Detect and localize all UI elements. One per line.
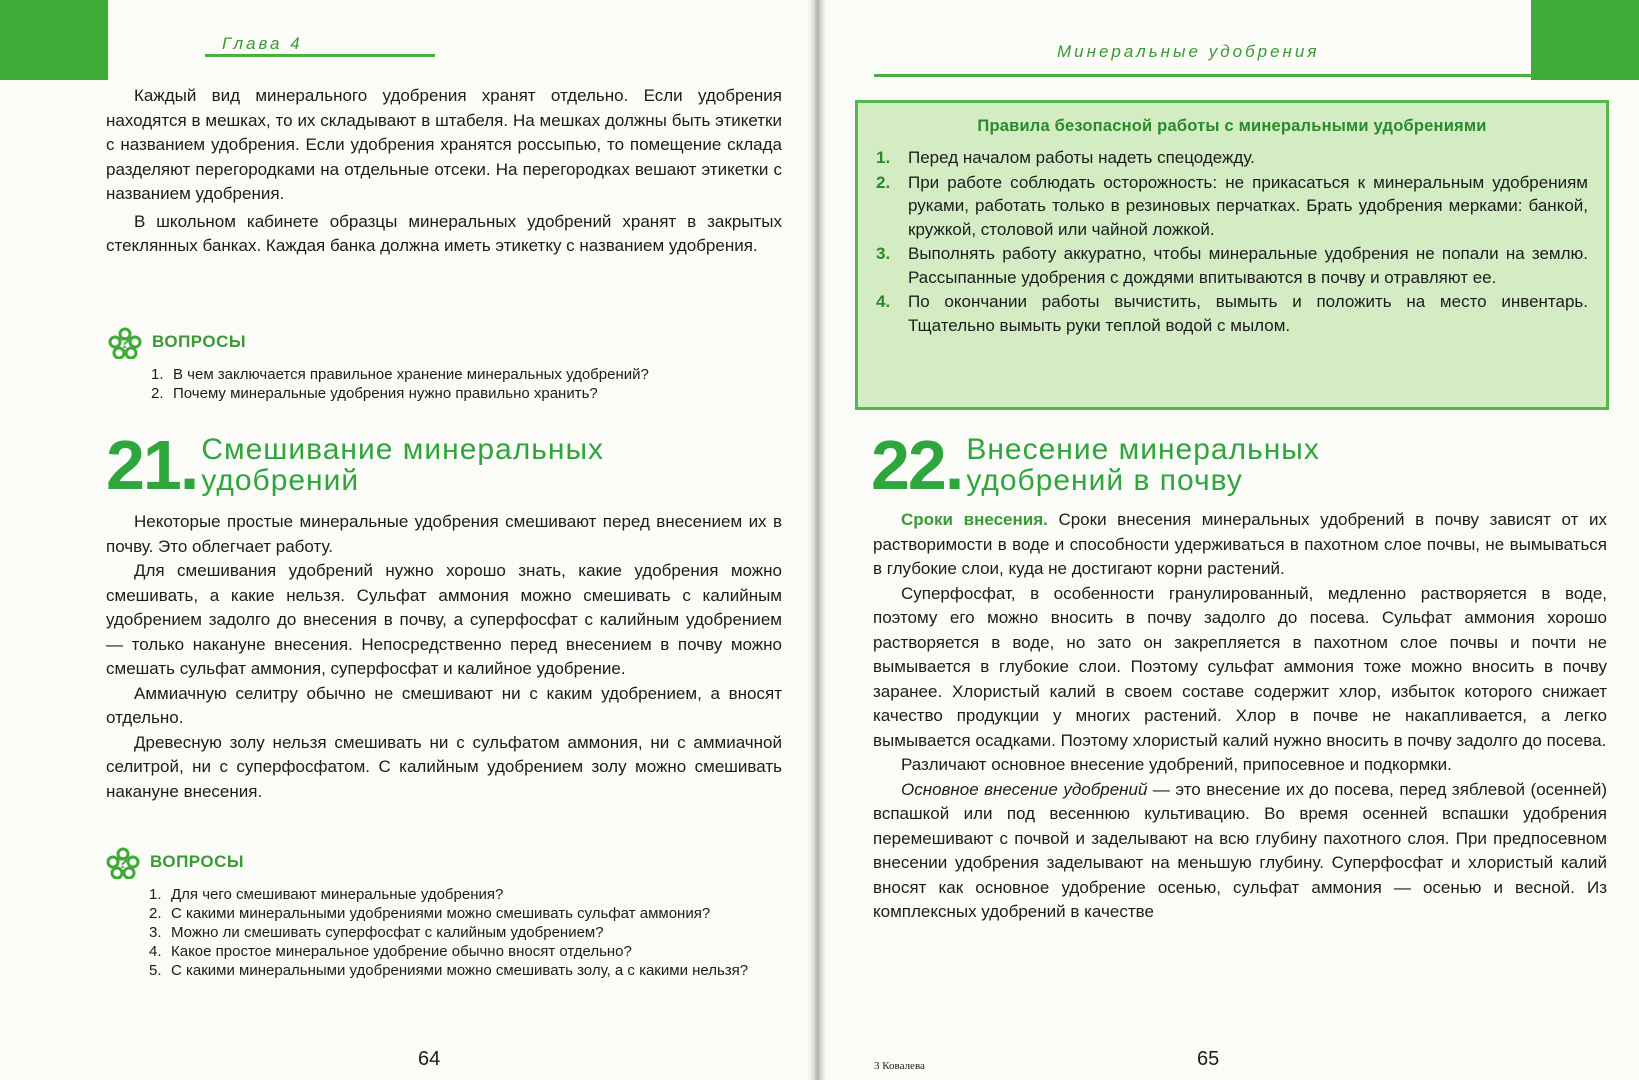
safety-rules-box xyxy=(855,100,1609,410)
questions-list xyxy=(149,885,784,980)
section-heading-21 xyxy=(106,426,605,504)
question-flower-icon xyxy=(106,325,144,359)
section-21-text xyxy=(106,510,782,804)
section-22-text xyxy=(873,508,1607,925)
head-rule-right xyxy=(874,74,1534,77)
question-item: 1. В чем заключается правильное хранение минеральных удобрений? xyxy=(151,366,649,383)
page-number-right: 65 xyxy=(1197,1048,1220,1070)
section-title: Внесение минеральных удобрений в почву xyxy=(966,433,1320,497)
section-number: 22. xyxy=(871,426,963,504)
signature-note: 3 Ковалева xyxy=(874,1060,925,1072)
rules-title: Правила безопасной работы с минеральными удобрениями xyxy=(977,117,1487,135)
left-page xyxy=(0,0,815,1080)
right-page xyxy=(819,0,1639,1080)
paragraph: Суперфосфат, в особенности гранулированный, медленно растворяется в воде, поэтому его можно вносить в почву задолго до посева. Сульфат аммония хорошо растворяется в воде, но зато он закрепляется в пахотном слое почвы и почти не вымывается в глубокие слои. Поэтому сульфат аммония тоже можно вносить в почву заранее. Хлористый калий в своем составе содержит хлор, избыток которого снижает качество продукции у многих растений. Хлор в почве не накапливается, а легко вымывается осадками. Поэтому хлористый калий нужно вносить в почву задолго до посева. xyxy=(873,583,1607,750)
paragraph: Сроки внесения. Сроки внесения минеральных удобрений в почву зависят от их растворимости в воде и способности удерживаться в пахотном слое почвы, не вымываться в глубокие слои, куда не достигают корни растений. xyxy=(873,510,1607,578)
questions-header xyxy=(106,325,786,359)
question-item: 5. С какими минеральными удобрениями можно смешивать золу, а с какими нельзя? xyxy=(149,962,749,979)
questions-title: ВОПРОСЫ xyxy=(150,852,245,871)
paragraph: Некоторые простые минеральные удобрения смешивают перед внесением их в почву. Это облегчает работу. xyxy=(106,512,782,556)
book-gutter xyxy=(808,0,826,1080)
svg-text:?: ? xyxy=(120,335,130,352)
section-heading-22 xyxy=(871,426,1320,504)
paragraph: Для смешивания удобрений нужно хорошо знать, какие удобрения можно смешивать, а какие нельзя. Сульфат аммония можно смешивать с калийным удобрением задолго до внесения в почву, а суперфосфат с калийным удобрением — только накануне внесения. Непосредственно перед внесением в почву можно смешать сульфат аммония, суперфосфат и калийное удобрение. xyxy=(106,561,782,678)
paragraph: Каждый вид минерального удобрения хранят отдельно. Если удобрения находятся в мешках, то их складывают в штабеля. На мешках должны быть этикетки с названием удобрения. Если удобрения хранятся россыпью, то помещение склада разделяют перегородками на отдельные отсеки. На перегородках вешают этикетки с названием удобрения. xyxy=(106,86,782,203)
corner-tab-left xyxy=(0,0,108,80)
question-item: 2. С какими минеральными удобрениями можно смешивать сульфат аммония? xyxy=(149,905,711,922)
rule-item: 1. Перед началом работы надеть спецодежду. xyxy=(876,148,1255,167)
corner-tab-right xyxy=(1531,0,1639,80)
paragraph: Различают основное внесение удобрений, припосевное и подкормки. xyxy=(901,755,1452,774)
questions-block-1 xyxy=(106,325,786,403)
rule-item: 3. Выполнять работу аккуратно, чтобы минеральные удобрения не попали на землю. Рассыпанные удобрения с дождями впитываются в почву и отравляют ее. xyxy=(876,244,1588,287)
paragraph: В школьном кабинете образцы минеральных удобрений хранят в закрытых стеклянных банках. Каждая банка должна иметь этикетку с названием удобрения. xyxy=(106,211,782,255)
question-item: 3. Можно ли смешивать суперфосфат с калийным удобрением? xyxy=(149,924,604,941)
questions-list xyxy=(151,365,786,403)
rule-item: 4. По окончании работы вычистить, вымыть и положить на место инвентарь. Тщательно вымыть руки теплой водой с мылом. xyxy=(876,292,1588,335)
lead-term: Сроки внесения. xyxy=(901,510,1048,529)
paragraph: Основное внесение удобрений — это внесение их до посева, перед зяблевой (осенней) вспашкой или под весеннюю культивацию. Во время осенней вспашки удобрения перемешивают с почвой и заделывают на всю глубину пахотного слоя. При предпосевном внесении удобрения заделывают на меньшую глубину. Суперфосфат и хлористый калий вносят как основное удобрение осенью, сульфат аммония — осенью и весной. Из комплексных удобрений в качестве xyxy=(873,779,1607,921)
rules-list xyxy=(876,146,1588,337)
paragraph: Аммиачную селитру обычно не смешивают ни с каким удобрением, а вносят отдельно. xyxy=(106,683,782,727)
question-flower-icon xyxy=(104,845,142,879)
svg-text:?: ? xyxy=(118,855,128,872)
running-head-left: Глава 4 xyxy=(222,34,303,53)
question-item: 2. Почему минеральные удобрения нужно правильно хранить? xyxy=(151,385,598,402)
questions-title: ВОПРОСЫ xyxy=(152,332,247,351)
lead-term: Основное внесение удобрений xyxy=(901,779,1148,799)
head-rule-left xyxy=(205,54,435,57)
section-title: Смешивание минеральных удобрений xyxy=(201,433,605,497)
question-item: 1. Для чего смешивают минеральные удобрения? xyxy=(149,886,504,903)
question-item: 4. Какое простое минеральное удобрение обычно вносят отдельно? xyxy=(149,943,632,960)
paragraph: Древесную золу нельзя смешивать ни с сульфатом аммония, ни с аммиачной селитрой, ни с суперфосфатом. С калийным удобрением золу можно смешивать накануне внесения. xyxy=(106,732,782,801)
running-head-right: Минеральные удобрения xyxy=(1057,42,1320,61)
questions-header xyxy=(104,845,784,879)
rule-item: 2. При работе соблюдать осторожность: не прикасаться к минеральным удобрениям руками, работать только в резиновых перчатках. Брать удобрения мерками: банкой, кружкой, столовой или чайной ложкой. xyxy=(876,172,1588,239)
page-number-left: 64 xyxy=(418,1048,441,1070)
intro-text xyxy=(106,84,782,259)
section-number: 21. xyxy=(106,426,198,504)
questions-block-2 xyxy=(104,845,784,980)
